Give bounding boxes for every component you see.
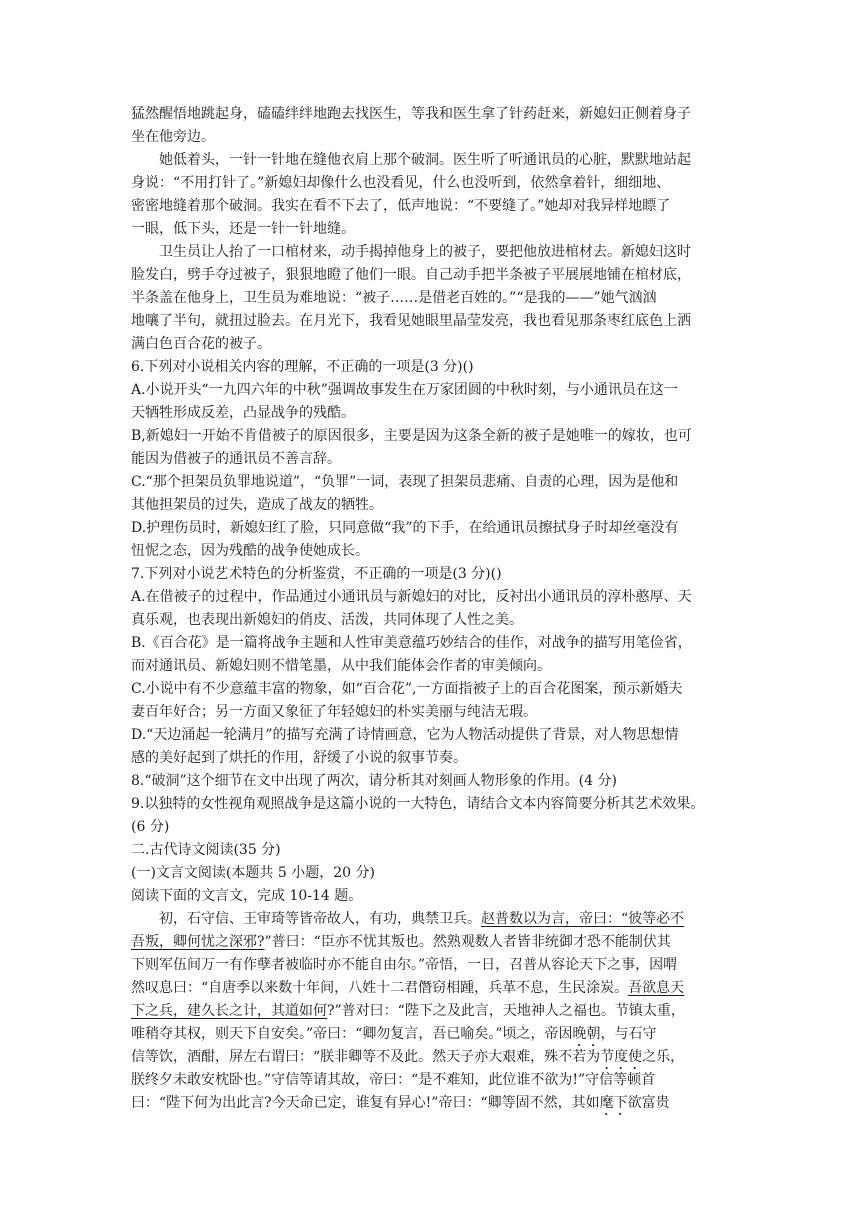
- underlined-sentence-2: 吾欲息天: [628, 980, 685, 996]
- question-6-option-a: A.小说开头“一九四六年的中秋”强调故事发生在万家团圆的中秋时刻，与小通讯员在这一: [131, 382, 678, 398]
- question-7-option-c: C.小说中有不少意蕴丰富的物象，如“百合花”,一方面指被子上的百合花图案，预示新婚夫: [131, 681, 683, 697]
- story-text-line: 脸发白，劈手夺过被子，狠狠地瞪了他们一眼。自己动手把半条被子平展展地铺在棺材底，: [131, 267, 691, 283]
- story-text-line: 猛然醒悟地跳起身，磕磕绊绊地跑去找医生，等我和医生拿了针药赶来，新媳妇正侧着身子: [131, 106, 691, 122]
- classical-text-line: 吾叛，卿何忧之深邪?”普曰：“臣亦不忧其叛也。然熟观数人者皆非统御才恐不能制伏其: [131, 934, 671, 950]
- story-text-line: 地嚷了半句，就扭过脸去。在月光下，我看见她眼里晶莹发亮，我也看见那条枣红底色上洒: [131, 313, 691, 329]
- classical-text-line: 朕终夕未敢安枕卧也。”守信等请其故，帝曰：“是不难知，此位谁不欲为!”守信等顿首: [131, 1072, 656, 1088]
- section-2-subtitle: (一)文言文阅读(本题共 5 小题，20 分): [131, 865, 375, 881]
- question-6-option-d: D.护理伤员时，新媳妇红了脸，只同意做“我”的下手，在给通讯员擦拭身子时却丝毫没有: [131, 520, 679, 536]
- dotted-term-wanchao: 晚朝: [572, 1026, 601, 1042]
- story-text-line: 坐在他旁边。: [131, 129, 215, 145]
- section-2-instructions: 阅读下面的文言文，完成 10-14 题。: [131, 888, 363, 904]
- classical-text-line: 下之兵，建久长之计，其道如何?”普对曰：“陛下之及此言，天地神人之福也。节镇太重，: [131, 1003, 685, 1019]
- classical-text-line: 初，石守信、王审琦等皆帝故人，有功，典禁卫兵。赵普数以为言，帝曰：“彼等必不: [159, 911, 685, 927]
- story-text-line: 半条盖在他身上，卫生员为难地说：“被子……是借老百姓的。”“是我的——”她气汹汹: [131, 290, 657, 306]
- section-2-title: 二.古代诗文阅读(35 分): [131, 842, 281, 858]
- story-paragraph-start: 卫生员让人抬了一口棺材来，动手揭掉他身上的被子，要把他放进棺材去。新媳妇这时: [159, 244, 691, 260]
- classical-text-line: 信等饮，酒酣，屏左右谓曰：“朕非卿等不及此。然天子亦大艰难，殊不若为节度使之乐，: [131, 1049, 685, 1065]
- underlined-sentence-2-cont: 下之兵，建久长之计，其道如何: [131, 1003, 327, 1019]
- question-7-option-c-cont: 妻百年好合；另一方面又象征了年轻媳妇的朴实美丽与纯洁无瑕。: [131, 704, 537, 720]
- underlined-sentence-1-cont: 吾叛，卿何忧之深邪?: [131, 934, 265, 950]
- question-6-option-b: B,新媳妇一开始不肯借被子的原因很多，主要是因为这条全新的被子是她唯一的嫁妆，也可: [131, 428, 692, 444]
- question-7-option-a-cont: 真乐观，也表现出新媳妇的俏皮、活泼，共同体现了人性之美。: [131, 612, 523, 628]
- classical-text-line: 下则军伍间万一有作孽者被临时亦不能自由尔。”帝悟，一日，召普从容论天下之事，因喟: [131, 957, 678, 973]
- question-7-option-b: B.《百合花》是一篇将战争主题和人性审美意蕴巧妙结合的佳作，对战争的描写用笔俭省，: [131, 635, 692, 651]
- story-text-line: 满白色百合花的被子。: [131, 336, 271, 352]
- question-7-stem: 7.下列对小说艺术特色的分析鉴赏，不正确的一项是(3 分)(): [131, 566, 502, 582]
- story-paragraph-start: 她低着头，一针一针地在缝他衣肩上那个破洞。医生听了听通讯员的心脏，默默地站起: [159, 152, 691, 168]
- story-text-line: 一眼，低下头，还是一针一针地缝。: [131, 221, 355, 237]
- question-6-stem: 6.下列对小说相关内容的理解，不正确的一项是(3 分)(): [131, 359, 474, 375]
- punctuation-exercise-sentence: 然熟观数人者皆非统御才恐不能制伏其: [432, 934, 671, 950]
- question-6-option-c: C.“那个担架员负罪地说道”，“负罪”一词，表现了担架员悲痛、自责的心理，因为是他和: [131, 474, 679, 490]
- classical-text-line: 曰：“陛下何为出此言?今天命已定，谁复有异心!”帝曰：“卿等固不然，其如麾下欲富贵: [131, 1095, 670, 1111]
- underlined-sentence-1: 赵普数以为言，帝曰：“彼等必不: [481, 911, 685, 927]
- question-8: 8.“破洞”这个细节在文中出现了两次，请分析其对刻画人物形象的作用。(4 分): [131, 773, 617, 789]
- classical-text-line: 唯稍夺其权，则天下自安矣。”帝曰：“卿勿复言，吾已喻矣。”顷之，帝因晚朝，与石守: [131, 1026, 657, 1042]
- dotted-term-huixia: 麾下: [599, 1095, 628, 1111]
- question-6-option-a-cont: 天牺牲形成反差，凸显战争的残酷。: [131, 405, 355, 421]
- dotted-term-jiedushi: 节度使: [600, 1049, 643, 1065]
- classical-text-line: 然叹息曰：“自唐季以来数十年间，八姓十二君僭窃相踵，兵革不息，生民涂炭。吾欲息天: [131, 980, 685, 996]
- question-6-option-b-cont: 能因为借被子的通讯员不善言辞。: [131, 451, 341, 467]
- story-text-line: 密密地缝着那个破洞。我实在看不下去了，低声地说：“不要缝了。”她却对我异样地瞟了: [131, 198, 671, 214]
- question-6-option-c-cont: 其他担架员的过失，造成了战友的牺牲。: [131, 497, 383, 513]
- question-9: 9.以独特的女性视角观照战争是这篇小说的一大特色，请结合文本内容简要分析其艺术效果。: [131, 796, 705, 812]
- story-text-line: 身说：“不用打针了。”新媳妇却像什么也没看见，什么也没听到，依然拿着针，细细地、: [131, 175, 671, 191]
- question-6-option-d-cont: 忸怩之态，因为残酷的战争使她成长。: [131, 543, 369, 559]
- question-7-option-b-cont: 而对通讯员、新媳妇则不惜笔墨，从中我们能体会作者的审美倾向。: [131, 658, 551, 674]
- punctuation-exercise-sentence-cont: 下则军伍间万一有作孽者被临时亦不能自由尔: [131, 957, 411, 973]
- question-7-option-d: D.“天边涌起一轮满月”的描写充满了诗情画意，它为人物活动提供了背景，对人物思想情: [131, 727, 679, 743]
- question-7-option-d-cont: 感的美好起到了烘托的作用，舒缓了小说的叙事节奏。: [131, 750, 467, 766]
- question-7-option-a: A.在借被子的过程中，作品通过小通讯员与新媳妇的对比，反衬出小通讯员的淳朴憨厚、天: [131, 589, 692, 605]
- question-9-points: (6 分): [131, 819, 170, 835]
